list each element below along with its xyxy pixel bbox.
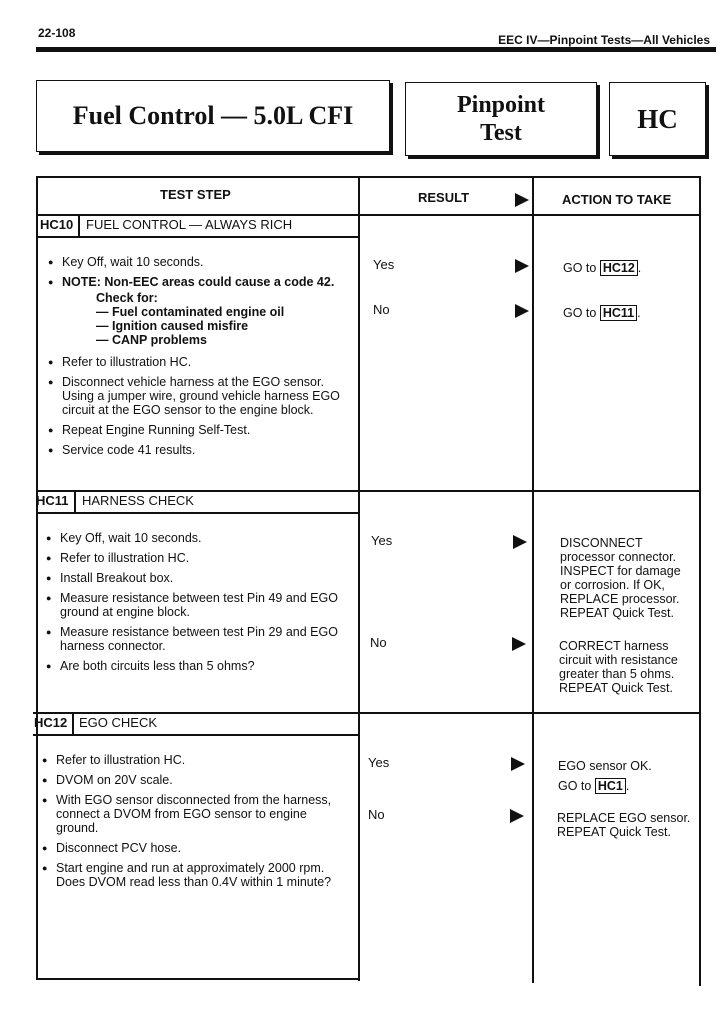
header-rule xyxy=(36,47,716,52)
result-arrow-icon xyxy=(515,259,529,273)
list-item: ● DVOM on 20V scale. xyxy=(42,773,347,787)
ref-hc1-link[interactable]: HC1 xyxy=(595,778,626,794)
pinpoint-label: Pinpoint xyxy=(456,92,546,118)
list-item: ● With EGO sensor disconnected from the harness, connect a DVOM from EGO sensor to engine ground. xyxy=(42,793,347,835)
step-divider xyxy=(36,490,700,492)
header-arrow-icon xyxy=(515,193,529,207)
action-no-hc11: CORRECT harness circuit with resistance greater than 5 ohms. REPEAT Quick Test. xyxy=(559,639,678,695)
list-item: ● Start engine and run at approximately 2000 rpm. Does DVOM read less than 0.4V within 1 minute? xyxy=(42,861,347,889)
table-right-border xyxy=(699,176,701,986)
step-id-divider xyxy=(78,214,80,236)
note-subitem: — Fuel contaminated engine oil xyxy=(96,305,285,319)
result-arrow-icon xyxy=(512,637,526,651)
step-id-hc10: HC10 xyxy=(40,217,74,232)
list-item: ● Key Off, wait 10 seconds. xyxy=(46,531,346,545)
step-list-hc11 xyxy=(46,531,346,679)
test-code: HC xyxy=(637,103,678,134)
result-yes: Yes xyxy=(373,257,395,272)
action-yes-hc10: GO to HC12 . xyxy=(563,261,642,275)
result-no: No xyxy=(370,635,387,650)
action-no-hc10: GO to HC11 . xyxy=(563,306,641,320)
ref-hc12-link[interactable]: HC12 xyxy=(600,260,638,276)
list-item: ● Service code 41 results. xyxy=(48,443,348,457)
table-divider-action xyxy=(532,176,534,983)
step-divider xyxy=(36,214,700,216)
ref-hc11-link[interactable]: HC11 xyxy=(600,305,637,321)
section-title: Fuel Control — 5.0L CFI xyxy=(72,101,354,130)
running-title: EEC IV—Pinpoint Tests—All Vehicles xyxy=(498,33,710,47)
list-item: ● Measure resistance between test Pin 29 and EGO harness connector. xyxy=(46,625,346,653)
note-check-for: Check for: xyxy=(96,291,158,305)
note-subitem: — CANP problems xyxy=(96,333,207,347)
step-list-hc12 xyxy=(42,753,347,895)
step-id-divider xyxy=(72,712,74,734)
result-no: No xyxy=(368,807,385,822)
step-title-hc10: FUEL CONTROL — ALWAYS RICH xyxy=(86,217,293,232)
table-left-border xyxy=(36,176,38,978)
step-title-underline xyxy=(36,236,359,238)
header-action: ACTION TO TAKE xyxy=(562,192,672,207)
step-list-hc10 xyxy=(48,255,348,463)
result-arrow-icon xyxy=(511,757,525,771)
header-result: RESULT xyxy=(418,190,470,205)
page-number: 22-108 xyxy=(38,26,76,40)
section-title-box xyxy=(36,80,390,152)
header-test-step: TEST STEP xyxy=(160,187,231,202)
result-yes: Yes xyxy=(368,755,390,770)
result-no: No xyxy=(373,302,390,317)
step-title-hc11: HARNESS CHECK xyxy=(82,493,194,508)
step-title-underline xyxy=(33,734,359,736)
action-yes-hc11: DISCONNECT processor connector. INSPECT for damage or corrosion. If OK, REPLACE processor. REPEAT Quick Test. xyxy=(560,536,681,620)
step-divider xyxy=(33,712,700,714)
action-no-hc12: REPLACE EGO sensor. REPEAT Quick Test. xyxy=(557,811,691,839)
test-label: Test xyxy=(480,120,522,146)
list-item: ● Key Off, wait 10 seconds. xyxy=(48,255,348,269)
note-subitem: — Ignition caused misfire xyxy=(96,319,249,333)
action-yes-hc12: EGO sensor OK. GO to HC1 . xyxy=(558,759,652,793)
list-item: ● Are both circuits less than 5 ohms? xyxy=(46,659,346,673)
test-code-box xyxy=(609,82,706,156)
table-bottom-border xyxy=(36,978,359,980)
step-id-hc11: HC11 xyxy=(36,493,69,508)
list-item: ● Disconnect PCV hose. xyxy=(42,841,347,855)
list-item: ● Refer to illustration HC. xyxy=(46,551,346,565)
table-divider-result xyxy=(358,176,360,981)
result-arrow-icon xyxy=(513,535,527,549)
list-item: ● Install Breakout box. xyxy=(46,571,346,585)
table-top-border xyxy=(36,176,700,178)
result-arrow-icon xyxy=(515,304,529,318)
pinpoint-test-box xyxy=(405,82,597,156)
step-title-underline xyxy=(36,512,359,514)
list-item: ● Measure resistance between test Pin 49 and EGO ground at engine block. xyxy=(46,591,346,619)
result-arrow-icon xyxy=(510,809,524,823)
step-id-divider xyxy=(74,490,76,512)
list-item: ● Refer to illustration HC. xyxy=(48,355,348,369)
list-item: ● NOTE: Non-EEC areas could cause a code 42. xyxy=(48,275,348,289)
list-item: ● Disconnect vehicle harness at the EGO sensor. Using a jumper wire, ground vehicle harness EGO circuit at the EGO sensor to the engine block. xyxy=(48,375,348,417)
step-id-hc12: HC12 xyxy=(34,715,68,730)
result-yes: Yes xyxy=(371,533,393,548)
list-item: ● Repeat Engine Running Self-Test. xyxy=(48,423,348,437)
step-title-hc12: EGO CHECK xyxy=(79,715,158,730)
list-item: ● Refer to illustration HC. xyxy=(42,753,347,767)
